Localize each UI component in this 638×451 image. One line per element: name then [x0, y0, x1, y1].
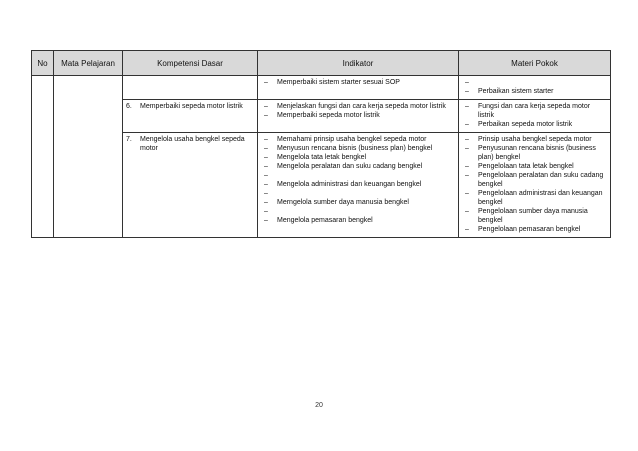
indikator-item: – Memperbaiki sepeda motor listrik — [261, 111, 455, 120]
materi-item: – Pengelolaan pemasaran bengkel — [462, 225, 607, 234]
materi-pokok-cell — [459, 76, 611, 100]
materi-item: – Pengelolaan tata letak bengkel — [462, 162, 607, 171]
materi-item: – Pengelolaan peralatan dan suku cadang bengkel — [462, 171, 607, 189]
kompetensi-dasar-cell — [123, 76, 258, 100]
materi-pokok-cell — [459, 133, 611, 238]
table-row — [32, 76, 611, 100]
kd-number: 6. — [126, 103, 132, 110]
kompetensi-dasar-cell — [123, 100, 258, 133]
materi-item: – Perbaikan sistem starter — [462, 87, 607, 96]
indikator-item: – Menyusun rencana bisnis (business plan) bengkel — [261, 144, 455, 153]
indikator-cell — [258, 133, 459, 238]
kompetensi-dasar-cell — [123, 133, 258, 238]
header-mata-pelajaran: Mata Pelajaran — [54, 51, 123, 76]
materi-item: – Pengelolaan administrasi dan keuangan bengkel — [462, 189, 607, 207]
indikator-item — [261, 171, 455, 180]
indikator-item: – Mengelola pemasaran bengkel — [261, 216, 455, 225]
materi-item: – Prinsip usaha bengkel sepeda motor — [462, 135, 607, 144]
indikator-item-list — [261, 78, 455, 87]
materi-item: – Perbaikan sepeda motor listrik — [462, 120, 607, 129]
indikator-item: – Mengelola tata letak bengkel — [261, 153, 455, 162]
header-materi-pokok: Materi Pokok — [459, 51, 611, 76]
indikator-item: – Merngelola sumber daya manusia bengkel — [261, 198, 455, 207]
header-kompetensi-dasar: Kompetensi Dasar — [123, 51, 258, 76]
materi-pokok-cell — [459, 100, 611, 133]
materi-item — [462, 78, 607, 87]
materi-item-list — [462, 135, 607, 234]
indikator-item: – Mengelola administrasi dan keuangan bengkel — [261, 180, 455, 189]
indikator-cell — [258, 100, 459, 133]
header-indikator: Indikator — [258, 51, 459, 76]
indikator-item-list — [261, 102, 455, 120]
indikator-cell — [258, 76, 459, 100]
materi-item-list — [462, 78, 607, 96]
indikator-item-list — [261, 135, 455, 225]
curriculum-table — [31, 50, 611, 238]
header-no: No — [32, 51, 54, 76]
materi-item-list — [462, 102, 607, 129]
indikator-item: – Memperbaiki sistem starter sesuai SOP — [261, 78, 455, 87]
kd-text: Mengelola usaha bengkel sepeda motor — [140, 136, 245, 152]
page-number: 20 — [315, 402, 323, 409]
indikator-item: – Memahami prinsip usaha bengkel sepeda motor — [261, 135, 455, 144]
kd-text: Memperbaiki sepeda motor listrik — [140, 103, 243, 110]
mata-pelajaran-cell — [54, 76, 123, 238]
kd-number: 7. — [126, 136, 132, 143]
materi-item: – Penyusunan rencana bisnis (business plan) bengkel — [462, 144, 607, 162]
table-header-row — [32, 51, 611, 76]
indikator-item: – Menjelaskan fungsi dan cara kerja sepeda motor listrik — [261, 102, 455, 111]
materi-item: – Fungsi dan cara kerja sepeda motor listrik — [462, 102, 607, 120]
indikator-item: – Mengelola peralatan dan suku cadang bengkel — [261, 162, 455, 171]
materi-item: – Pengelolaan sumber daya manusia bengkel — [462, 207, 607, 225]
indikator-item — [261, 207, 455, 216]
no-cell — [32, 76, 54, 238]
indikator-item — [261, 189, 455, 198]
